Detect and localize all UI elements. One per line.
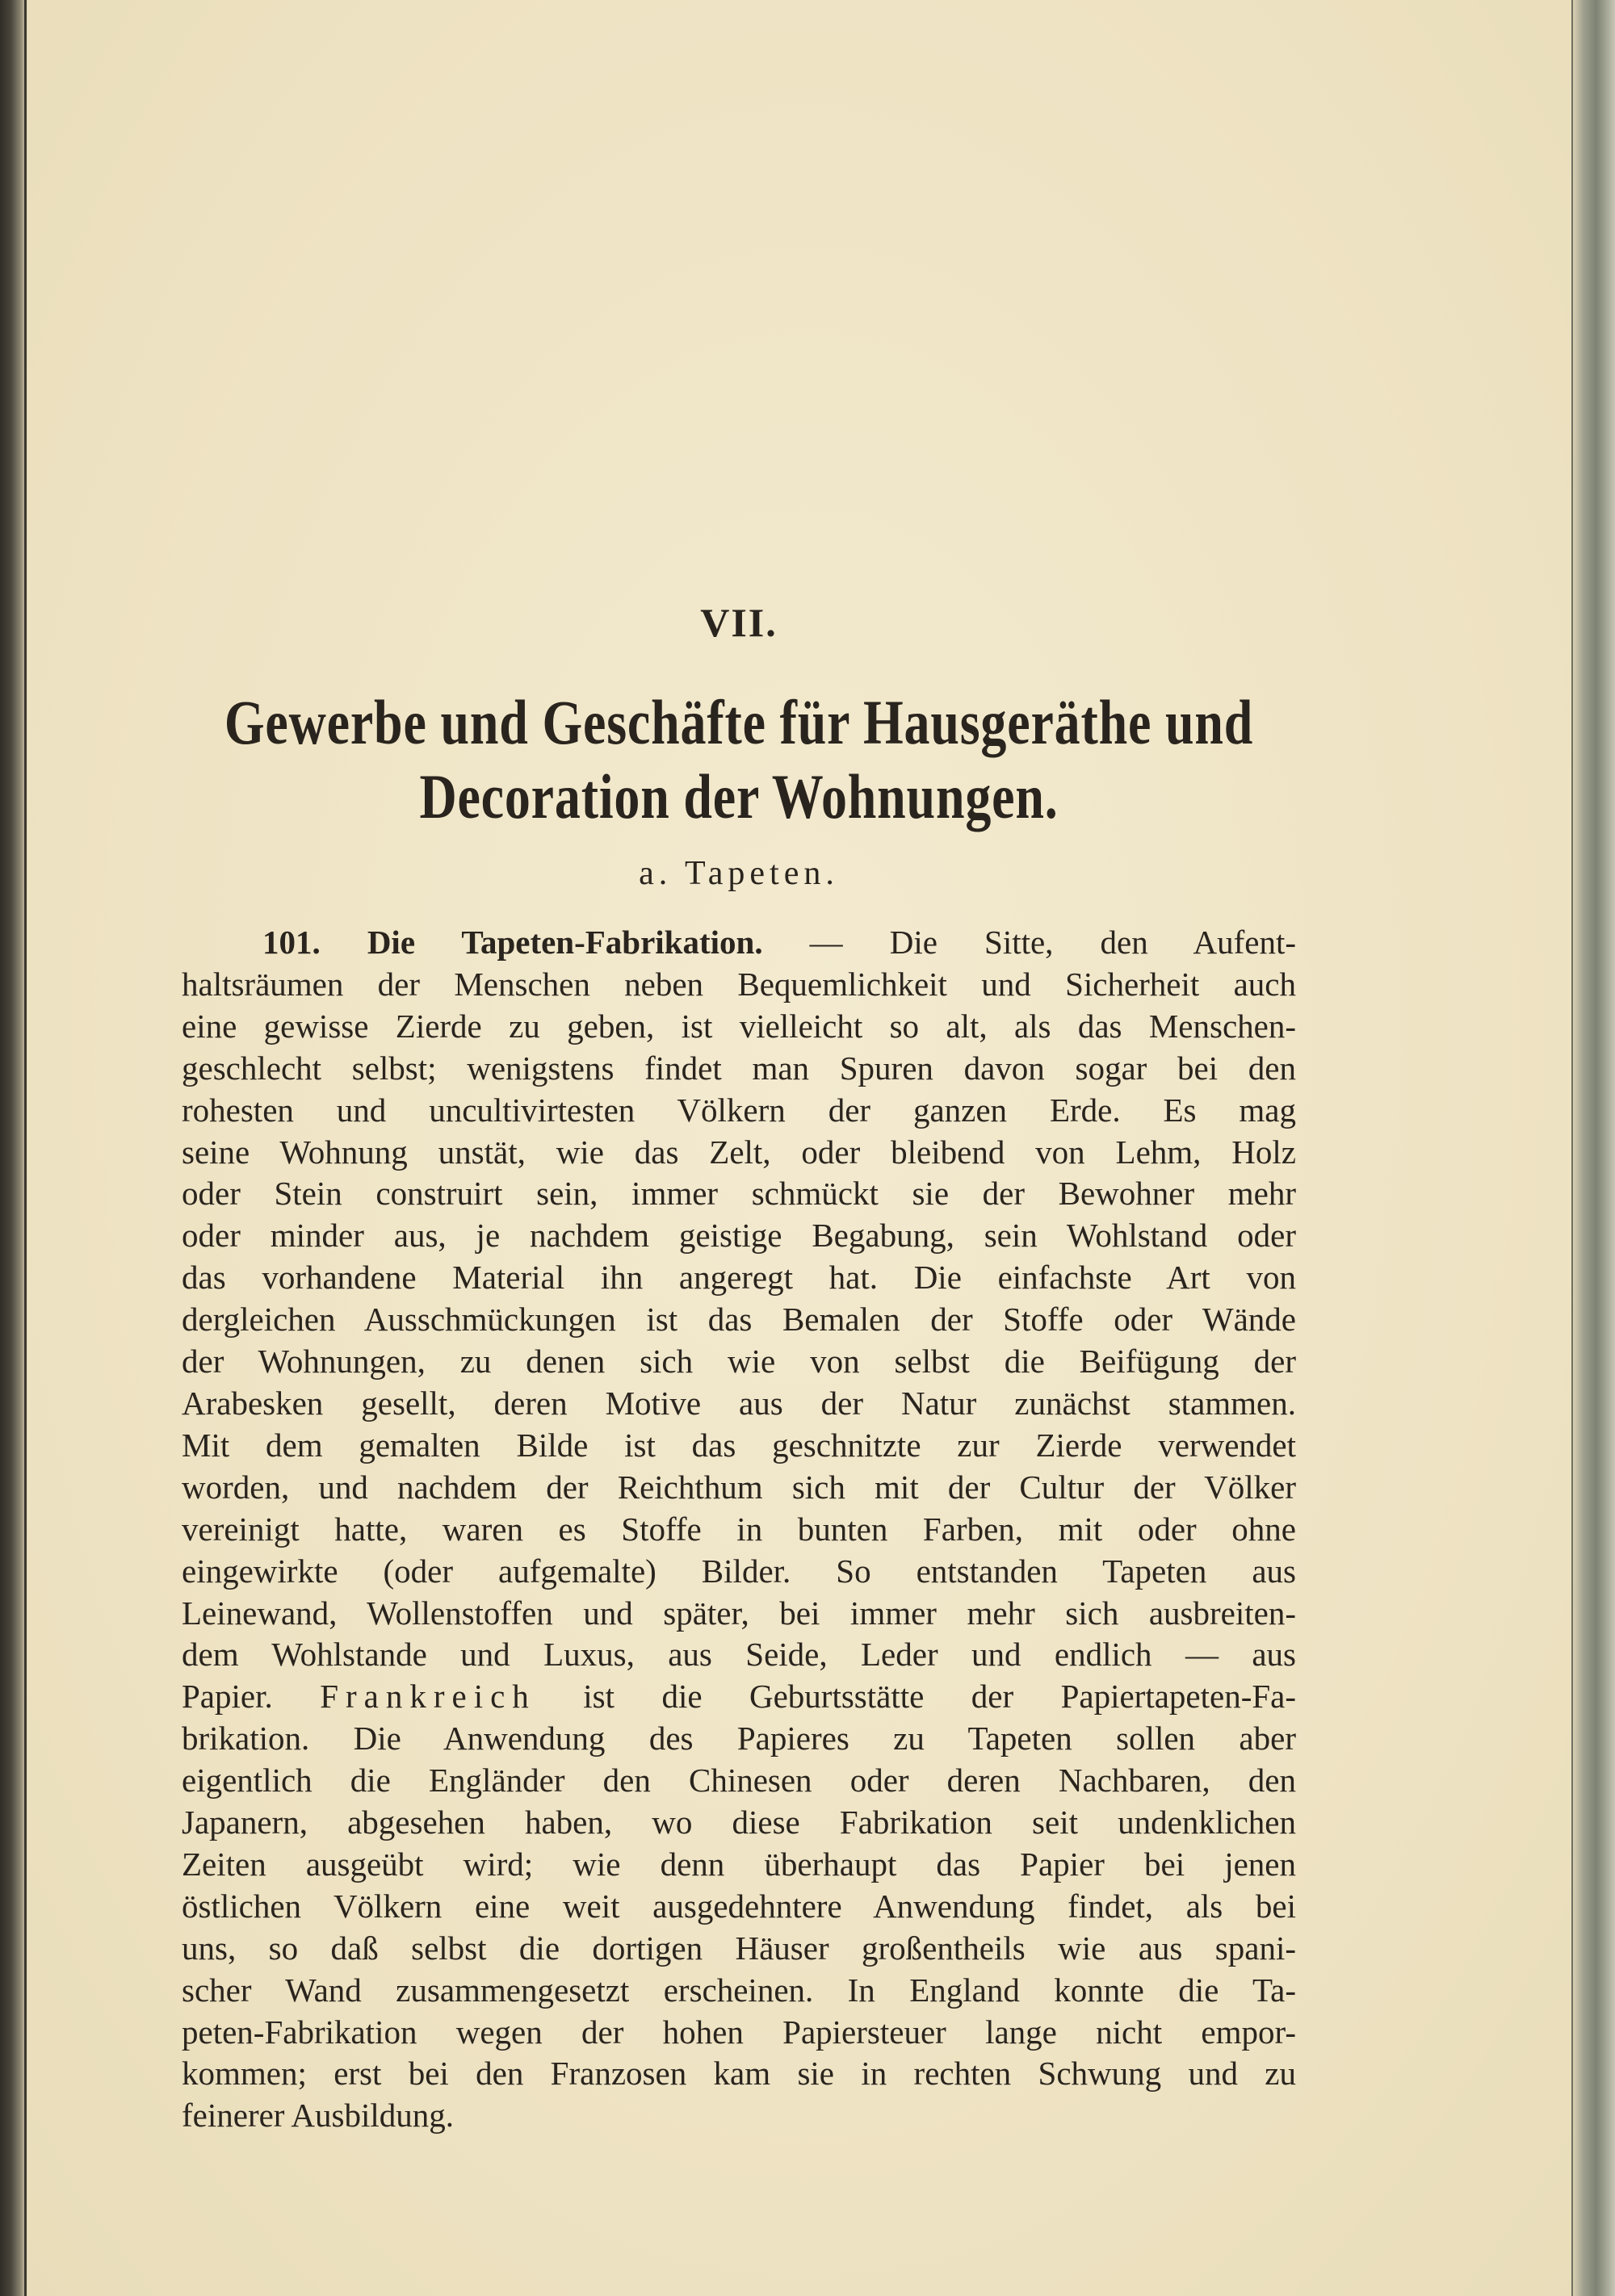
chapter-number: VII. xyxy=(700,600,778,645)
text-line xyxy=(182,922,1296,964)
book-gutter xyxy=(0,0,27,2296)
text-line xyxy=(182,1676,1296,1718)
article-body xyxy=(182,922,1296,2137)
text-line: Arabesken gesellt, deren Motive aus der Natur zunächst stammen. xyxy=(182,1384,1296,1422)
chapter-title-line-1: Gewerbe und Geschäfte für Hausgeräthe und xyxy=(224,687,1254,757)
text-line: eine gewisse Zierde zu geben, ist vielleicht so alt, als das Menschen- xyxy=(182,1007,1296,1045)
article-title: Die Tapeten-Fabrikation. xyxy=(367,924,763,961)
page-stack-edge xyxy=(1573,0,1615,2296)
text-line: kommen; erst bei den Franzosen kam sie in rechten Schwung und zu xyxy=(182,2055,1296,2093)
text-line: dem Wohlstande und Luxus, aus Seide, Leder und endlich — aus xyxy=(182,1636,1296,1674)
text-line: oder Stein construirt sein, immer schmückt sie der Bewohner mehr xyxy=(182,1175,1296,1213)
text-fragment: — Die Sitte, den Aufent- xyxy=(809,924,1297,961)
emphasized-word: Frankreich xyxy=(320,1678,536,1716)
text-line: brikation. Die Anwendung des Papieres zu Tapeten sollen aber xyxy=(182,1720,1296,1758)
text-line: dergleichen Ausschmückungen ist das Bemalen der Stoffe oder Wände xyxy=(182,1301,1296,1339)
page-edge-line xyxy=(1571,0,1573,2296)
text-fragment: Papier. xyxy=(182,1678,273,1716)
text-line: oder minder aus, je nachdem geistige Begabung, sein Wohlstand oder xyxy=(182,1217,1296,1255)
text-line: Zeiten ausgeübt wird; wie denn überhaupt das Papier bei jenen xyxy=(182,1845,1296,1883)
text-line: peten-Fabrikation wegen der hohen Papiersteuer lange nicht empor- xyxy=(182,2013,1296,2051)
gutter-line xyxy=(24,0,27,2296)
text-line: worden, und nachdem der Reichthum sich mit der Cultur der Völker xyxy=(182,1468,1296,1506)
text-line: geschlecht selbst; wenigstens findet man Spuren davon sogar bei den xyxy=(182,1049,1296,1087)
text-line: Japanern, abgesehen haben, wo diese Fabrikation seit undenklichen xyxy=(182,1804,1296,1841)
article-number: 101. xyxy=(262,924,321,961)
text-line: feinerer Ausbildung. xyxy=(182,2097,455,2135)
text-line: haltsräumen der Menschen neben Bequemlichkeit und Sicherheit auch xyxy=(182,965,1296,1003)
section-heading: a. Tapeten. xyxy=(639,855,839,892)
text-line: rohesten und uncultivirtesten Völkern der ganzen Erde. Es mag xyxy=(182,1091,1296,1129)
text-line: das vorhandene Material ihn angeregt hat. Die einfachste Art von xyxy=(182,1259,1296,1297)
text-line: scher Wand zusammengesetzt erscheinen. In England konnte die Ta- xyxy=(182,1971,1296,2009)
text-line: der Wohnungen, zu denen sich wie von selbst die Beifügung der xyxy=(182,1343,1296,1381)
text-line: seine Wohnung unstät, wie das Zelt, oder bleibend von Lehm, Holz xyxy=(182,1133,1296,1171)
text-line: uns, so daß selbst die dortigen Häuser großentheils wie aus spani- xyxy=(182,1929,1296,1967)
text-line: vereinigt hatte, waren es Stoffe in bunten Farben, mit oder ohne xyxy=(182,1510,1296,1548)
chapter-title-line-2: Decoration der Wohnungen. xyxy=(419,761,1059,832)
text-line: eingewirkte (oder aufgemalte) Bilder. So entstanden Tapeten aus xyxy=(182,1552,1296,1590)
text-fragment: ist die Geburtsstätte der Papiertapeten-Fa- xyxy=(583,1678,1297,1716)
text-line: Mit dem gemalten Bilde ist das geschnitzte zur Zierde verwendet xyxy=(182,1426,1296,1464)
text-line: Leinewand, Wollenstoffen und später, bei immer mehr sich ausbreiten- xyxy=(182,1594,1296,1632)
text-line: eigentlich die Engländer den Chinesen oder deren Nachbaren, den xyxy=(182,1762,1296,1800)
text-line: östlichen Völkern eine weit ausgedehntere Anwendung findet, als bei xyxy=(182,1887,1296,1925)
